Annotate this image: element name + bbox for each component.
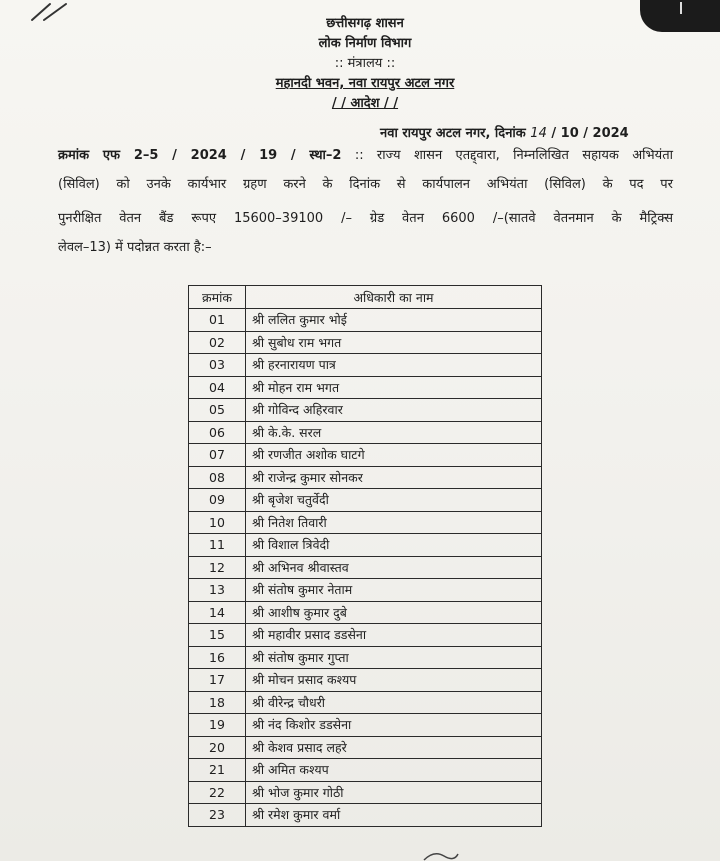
row-officer-name: श्री रमेश कुमार वर्मा [246, 804, 542, 827]
row-serial: 04 [189, 376, 246, 399]
table-row [189, 759, 542, 782]
table-row [189, 804, 542, 827]
table-row [189, 556, 542, 579]
row-serial: 18 [189, 691, 246, 714]
government-name: छत्तीसगढ़ शासन [326, 16, 404, 31]
row-serial: 07 [189, 444, 246, 467]
department-name: लोक निर्माण विभाग [318, 36, 412, 51]
row-officer-name: श्री संतोष कुमार नेताम [246, 579, 542, 602]
table-row [189, 466, 542, 489]
row-serial: 19 [189, 714, 246, 737]
row-officer-name: श्री मोचन प्रसाद कश्यप [246, 669, 542, 692]
row-officer-name: श्री वीरेन्द्र चौधरी [246, 691, 542, 714]
row-serial: 20 [189, 736, 246, 759]
row-officer-name: श्री रणजीत अशोक घाटगे [246, 444, 542, 467]
officers-table [188, 285, 542, 827]
row-serial: 21 [189, 759, 246, 782]
row-serial: 09 [189, 489, 246, 512]
row-serial: 11 [189, 534, 246, 557]
row-officer-name: श्री गोविन्द अहिरवार [246, 399, 542, 422]
row-serial: 15 [189, 624, 246, 647]
table-row [189, 579, 542, 602]
row-serial: 13 [189, 579, 246, 602]
row-officer-name: श्री नंद किशोर डडसेना [246, 714, 542, 737]
table-row [189, 309, 542, 332]
row-officer-name: श्री मोहन राम भगत [246, 376, 542, 399]
row-serial: 16 [189, 646, 246, 669]
order-dateline [380, 123, 629, 141]
row-serial: 12 [189, 556, 246, 579]
row-officer-name: श्री राजेन्द्र कुमार सोनकर [246, 466, 542, 489]
table-row [189, 736, 542, 759]
order-text-line-1 [58, 146, 673, 166]
row-serial: 01 [189, 309, 246, 332]
row-serial: 05 [189, 399, 246, 422]
row-serial: 06 [189, 421, 246, 444]
dateline-day: 14 [530, 126, 547, 141]
table-row [189, 691, 542, 714]
table-row [189, 624, 542, 647]
order-title: / / आदेश / / [331, 96, 399, 111]
table-row [189, 601, 542, 624]
order-text-line-1-rest: :: राज्य शासन एतद्द्वारा, निम्नलिखित सहायक अभियंता [354, 148, 673, 163]
table-row [189, 646, 542, 669]
row-officer-name: श्री विशाल त्रिवेदी [246, 534, 542, 557]
row-officer-name: श्री भोज कुमार गोठी [246, 781, 542, 804]
officers-table-body [189, 309, 542, 827]
row-officer-name: श्री महावीर प्रसाद डडसेना [246, 624, 542, 647]
row-officer-name: श्री सुबोध राम भगत [246, 331, 542, 354]
header-officer-name: अधिकारी का नाम [246, 286, 542, 309]
order-text-line-2: (सिविल) को उनके कार्यभार ग्रहण करने के दिनांक से कार्यपालन अभियंता (सिविल) के पद पर [58, 177, 673, 192]
table-row [189, 399, 542, 422]
row-officer-name: श्री अमित कश्यप [246, 759, 542, 782]
row-serial: 14 [189, 601, 246, 624]
table-row [189, 354, 542, 377]
ministry-label: :: मंत्रालय :: [334, 56, 396, 71]
table-row [189, 534, 542, 557]
table-row [189, 489, 542, 512]
row-serial: 23 [189, 804, 246, 827]
row-serial: 02 [189, 331, 246, 354]
row-officer-name: श्री केशव प्रसाद लहरे [246, 736, 542, 759]
pen-mark-icon [30, 2, 70, 22]
scroll-indicator [680, 2, 682, 14]
table-row [189, 376, 542, 399]
row-serial: 08 [189, 466, 246, 489]
row-serial: 22 [189, 781, 246, 804]
order-text-line-4: लेवल–13) में पदोन्नत करता है:– [58, 240, 212, 255]
header-serial: क्रमांक [189, 286, 246, 309]
table-row [189, 669, 542, 692]
row-serial: 17 [189, 669, 246, 692]
row-officer-name: श्री के.के. सरल [246, 421, 542, 444]
row-serial: 10 [189, 511, 246, 534]
row-officer-name: श्री बृजेश चतुर्वेदी [246, 489, 542, 512]
table-header-row [189, 286, 542, 309]
table-row [189, 421, 542, 444]
row-officer-name: श्री संतोष कुमार गुप्ता [246, 646, 542, 669]
order-reference: क्रमांक एफ 2–5 / 2024 / 19 / स्था–2 [58, 148, 342, 163]
row-officer-name: श्री ललित कुमार भोई [246, 309, 542, 332]
table-row [189, 781, 542, 804]
office-address: महानदी भवन, नवा रायपुर अटल नगर [275, 76, 455, 91]
row-officer-name: श्री नितेश तिवारी [246, 511, 542, 534]
order-text-line-3: पुनरीक्षित वेतन बैंड रूपए 15600–39100 /– ग्रेड वेतन 6600 /–(सातवे वेतनमान के मैट्रिक्स [58, 211, 673, 226]
table-row [189, 444, 542, 467]
dateline-place: नवा रायपुर अटल नगर, दिनांक [380, 126, 526, 141]
table-row [189, 714, 542, 737]
page-bottom-mark [420, 848, 460, 861]
row-serial: 03 [189, 354, 246, 377]
row-officer-name: श्री आशीष कुमार दुबे [246, 601, 542, 624]
row-officer-name: श्री हरनारायण पात्र [246, 354, 542, 377]
viewer-corner-overlay [640, 0, 720, 32]
table-row [189, 331, 542, 354]
row-officer-name: श्री अभिनव श्रीवास्तव [246, 556, 542, 579]
table-row [189, 511, 542, 534]
dateline-month-year: / 10 / 2024 [551, 126, 629, 141]
